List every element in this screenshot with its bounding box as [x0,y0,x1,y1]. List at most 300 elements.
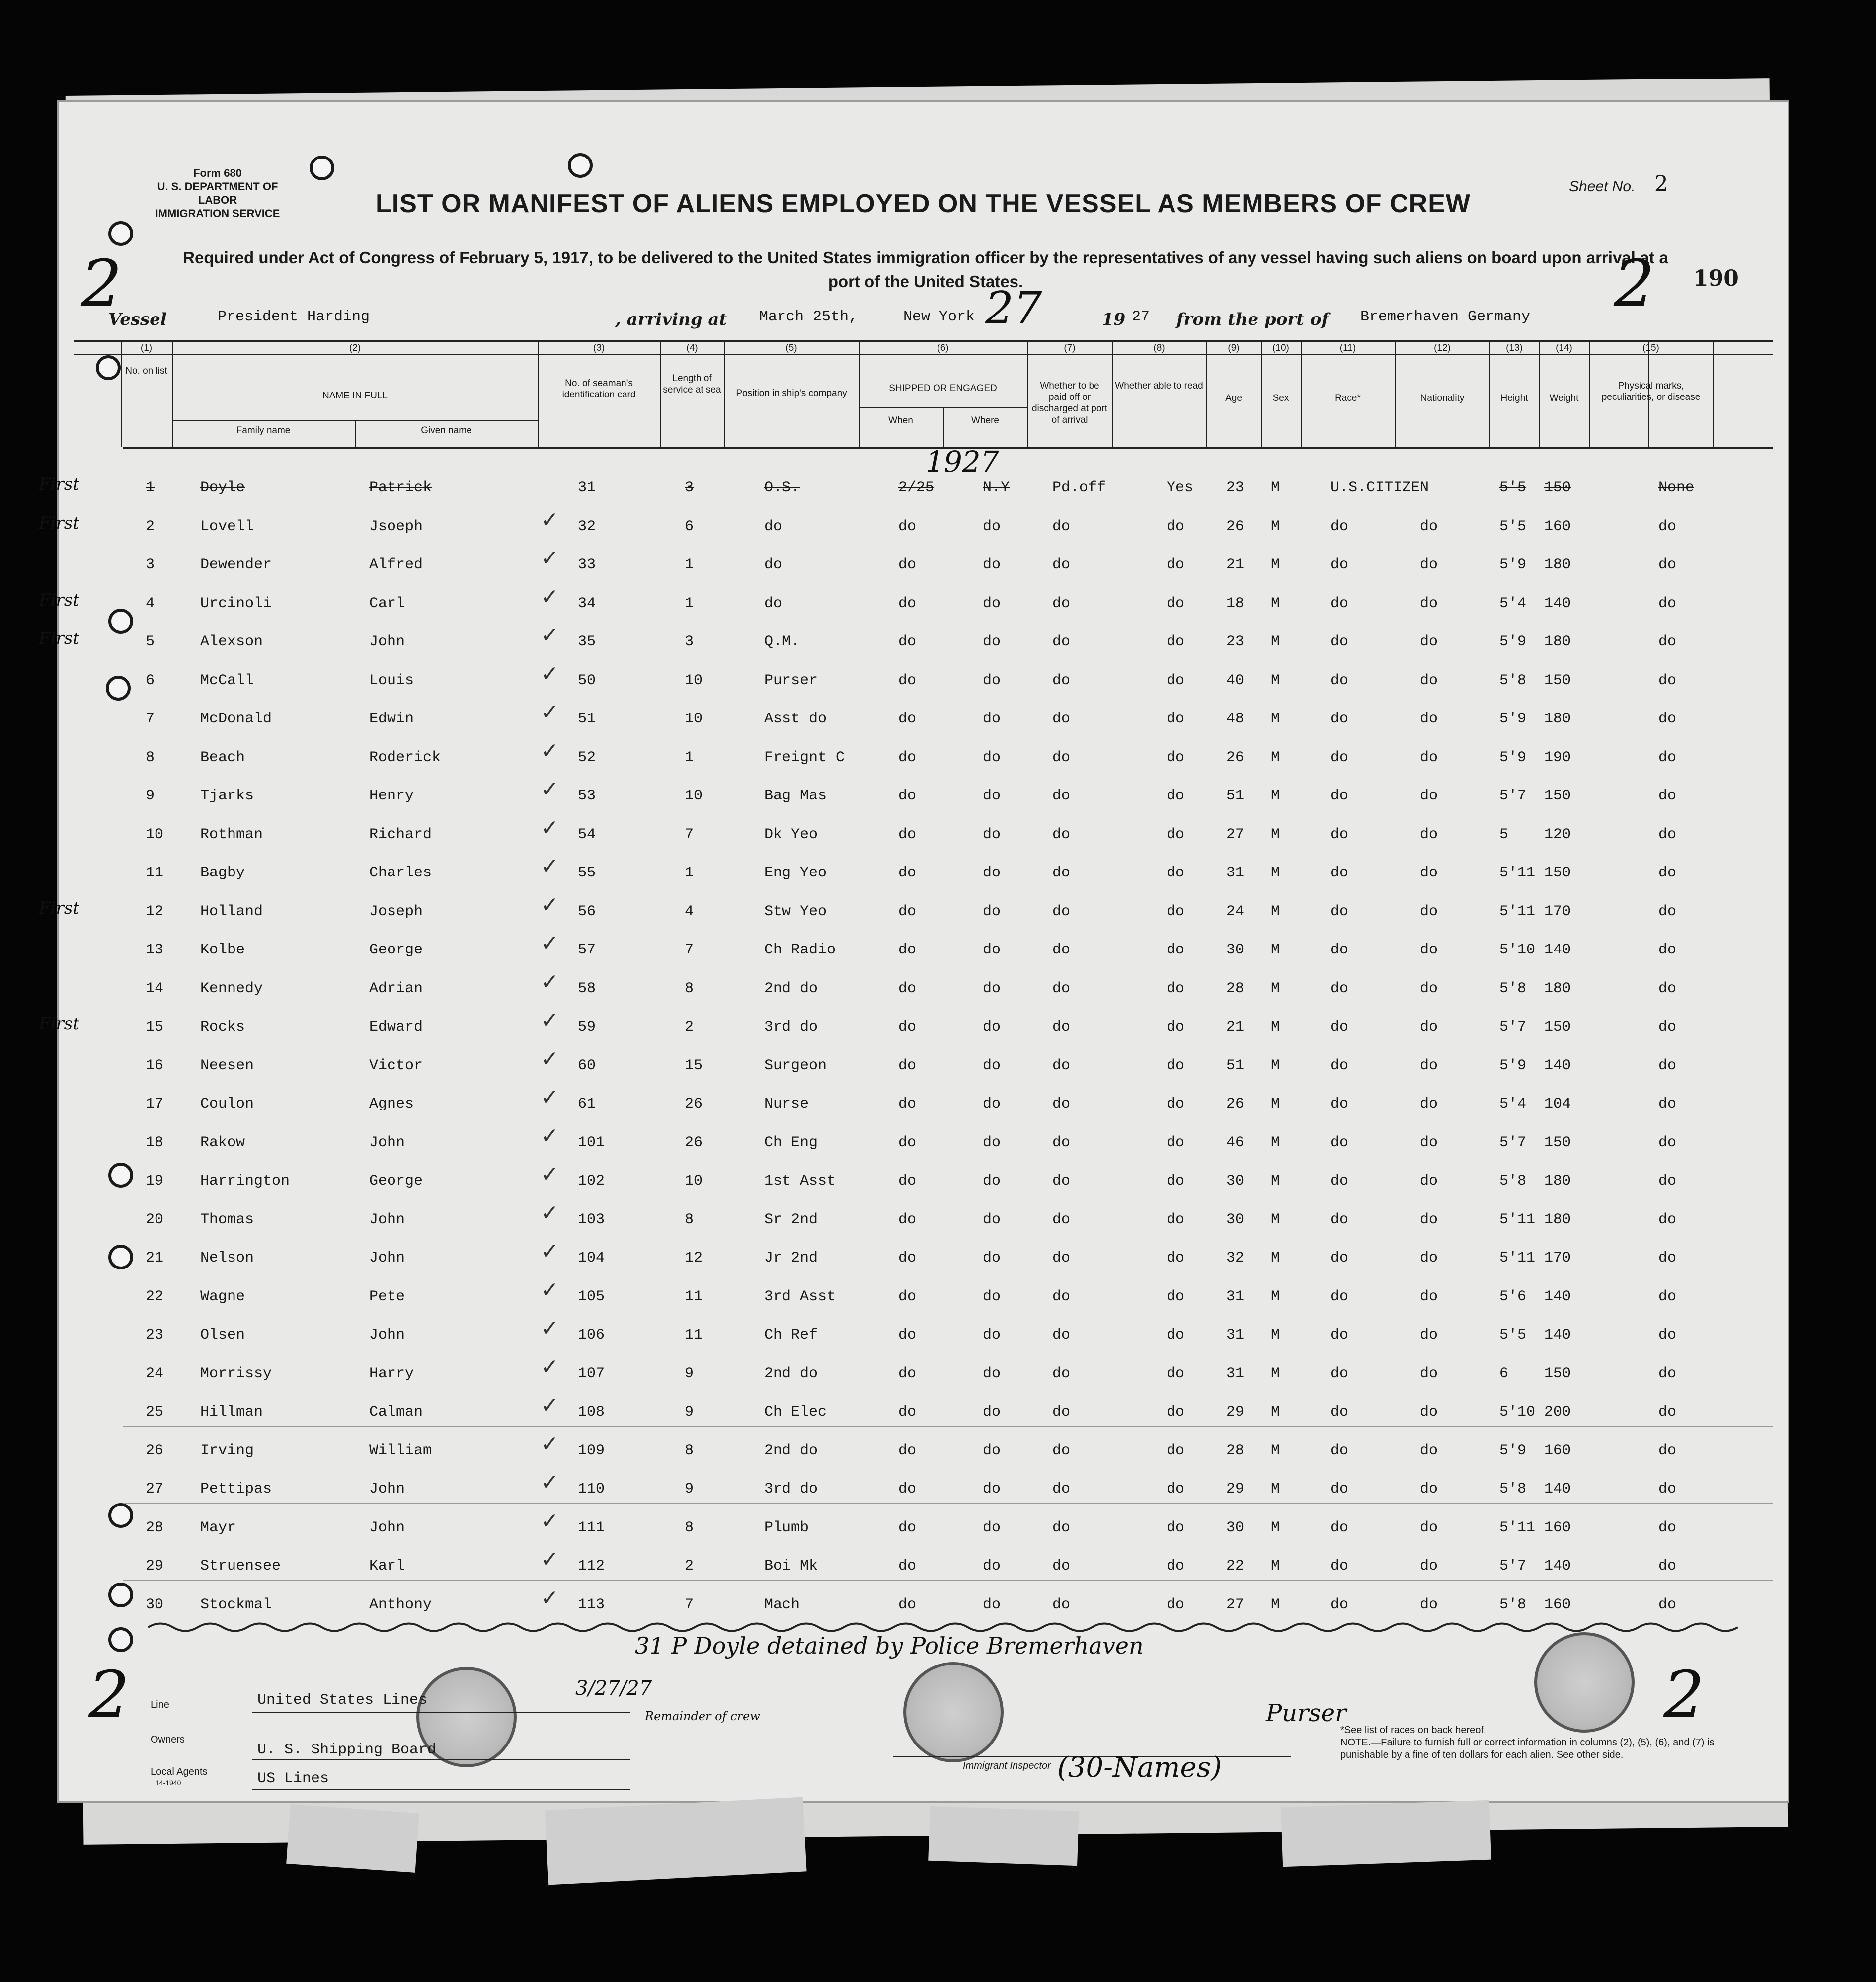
position: do [764,556,782,573]
shipped-when: do [898,788,917,804]
header-number-rule [74,354,1773,355]
arrival-port: New York [903,309,975,325]
check-mark-icon: ✓ [541,931,559,956]
physical-marks: do [1658,1442,1677,1459]
sheet-label: Sheet No. [1569,178,1636,195]
race: do [1330,788,1349,804]
given-name: Victor [369,1057,423,1074]
physical-marks: do [1658,903,1677,920]
race: do [1330,980,1349,997]
service-length: 2 [685,1019,694,1035]
given-name: John [369,1250,405,1267]
shipped-where: do [983,1057,1001,1074]
age: 23 [1226,479,1245,496]
id-card-number: 55 [578,865,596,881]
sex: M [1271,1019,1280,1035]
nationality: do [1420,1096,1438,1112]
paid-off: do [1052,595,1071,612]
weight: 150 [1544,479,1571,496]
shipped-when: do [898,1327,917,1344]
family-name: Rocks [200,1019,245,1035]
able-to-read: do [1167,1057,1185,1074]
service-length: 3 [685,479,694,496]
column-header-c6: SHIPPED OR ENGAGED [889,383,997,394]
able-to-read: do [1167,826,1185,843]
weight: 104 [1544,1096,1571,1112]
id-card-number: 104 [578,1250,605,1267]
check-mark-icon: ✓ [541,1354,559,1380]
physical-marks: do [1658,595,1677,612]
physical-marks: do [1658,1519,1677,1536]
column-divider [1539,340,1540,447]
shipped-where: N.Y [983,479,1010,496]
physical-marks: do [1658,1365,1677,1382]
sex: M [1271,1558,1280,1575]
sheet-value: 2 [1654,171,1668,197]
race: do [1330,1519,1349,1536]
shipped-when: do [898,1596,917,1613]
height: 5'10 [1499,1404,1536,1421]
shipped-where: do [983,1519,1001,1536]
punch-hole [310,156,334,180]
owners-label: Owners [151,1734,185,1745]
column-number: (1) [140,343,153,353]
service-length: 9 [685,1404,694,1421]
column-divider [1206,340,1207,447]
physical-marks: do [1658,1096,1677,1112]
column-divider [121,340,122,447]
sex: M [1271,1327,1280,1344]
check-mark-icon: ✓ [541,623,559,648]
physical-marks: do [1658,1211,1677,1228]
service-length: 7 [685,826,694,843]
column-number: (2) [349,343,361,353]
weight: 140 [1544,1481,1571,1498]
check-mark-icon: ✓ [541,1585,559,1611]
given-name: Roderick [369,749,441,766]
column-number: (5) [785,343,797,353]
service: IMMIGRATION SERVICE [155,207,280,220]
position: do [764,518,782,535]
position: 1st Asst [764,1173,836,1189]
margin-note: First [39,1014,79,1033]
shipped-when: do [898,1134,917,1151]
family-name: Morrissy [200,1365,272,1382]
check-mark-icon: ✓ [541,1085,559,1110]
given-name: Joseph [369,903,423,920]
annotation-doyle-detained: 31 P Doyle detained by Police Bremerhaven [635,1632,1144,1659]
weight: 150 [1544,865,1571,881]
height: 5'8 [1499,980,1527,997]
id-card-number: 112 [578,1558,605,1575]
shipped-where: do [983,595,1001,612]
column-header-c2: NAME IN FULL [322,391,388,401]
list-number: 7 [146,711,155,727]
position: Freignt C [764,749,845,766]
race: do [1330,903,1349,920]
family-name: Coulon [200,1096,254,1112]
age: 24 [1226,903,1245,920]
height: 5'5 [1499,518,1527,535]
id-card-number: 54 [578,826,596,843]
able-to-read: do [1167,942,1185,958]
position: Nurse [764,1096,809,1112]
id-card-number: 111 [578,1519,605,1536]
list-number: 17 [146,1096,164,1112]
shipped-when: do [898,749,917,766]
service-length: 10 [685,711,703,727]
shipped-when: do [898,1057,917,1074]
column-header-c10: Sex [1272,393,1289,403]
sex: M [1271,826,1280,843]
shipped-where: do [983,1096,1001,1112]
sex: M [1271,980,1280,997]
nationality: do [1420,1211,1438,1228]
paid-off: do [1052,865,1071,881]
height: 5'9 [1499,711,1527,727]
nationality: do [1420,1057,1438,1074]
physical-marks: do [1658,980,1677,997]
service-length: 12 [685,1250,703,1267]
family-name: Urcinoli [200,595,272,612]
family-name: Rothman [200,826,263,843]
nationality: do [1420,980,1438,997]
form-code: 14-1940 [156,1779,181,1787]
able-to-read: do [1167,672,1185,689]
sex: M [1271,1211,1280,1228]
race: do [1330,1019,1349,1035]
shipped-where: do [983,1250,1001,1267]
given-name: Agnes [369,1096,414,1112]
column-divider [1395,340,1396,447]
id-card-number: 33 [578,556,596,573]
service-length: 10 [685,788,703,804]
paid-off: do [1052,1019,1071,1035]
table-row [59,969,1788,1019]
shipped-where: do [983,788,1001,804]
service-length: 8 [685,1442,694,1459]
column-header-c9: Age [1225,393,1242,403]
id-card-number: 103 [578,1211,605,1228]
shipped-where: do [983,749,1001,766]
race: do [1330,749,1349,766]
nationality: do [1420,672,1438,689]
sex: M [1271,1173,1280,1189]
given-name: Anthony [369,1596,432,1613]
able-to-read: do [1167,1019,1185,1035]
paid-off: do [1052,1288,1071,1305]
physical-marks: do [1658,1327,1677,1344]
check-mark-icon: ✓ [541,1200,559,1226]
column-number: (15) [1642,343,1659,353]
paid-off: do [1052,711,1071,727]
paid-off: do [1052,1211,1071,1228]
service-length: 10 [685,1173,703,1189]
service-length: 2 [685,1558,694,1575]
age: 40 [1226,672,1245,689]
given-name: Louis [369,672,414,689]
sex: M [1271,595,1280,612]
height: 5'5 [1499,1327,1527,1344]
able-to-read: do [1167,1558,1185,1575]
height: 5'7 [1499,788,1527,804]
position: Eng Yeo [764,865,827,881]
service-length: 7 [685,1596,694,1613]
age: 30 [1226,942,1245,958]
physical-marks: do [1658,1288,1677,1305]
table-row [39,475,1788,518]
race: do [1330,1327,1349,1344]
position: Bag Mas [764,788,827,804]
sex: M [1271,672,1280,689]
age: 26 [1226,1096,1245,1112]
weight: 190 [1544,749,1571,766]
nationality: do [1420,749,1438,766]
able-to-read: do [1167,711,1185,727]
shipped-when: do [898,1404,917,1421]
given-name: John [369,1519,405,1536]
family-name: Olsen [200,1327,245,1344]
service-length: 1 [685,749,694,766]
list-number: 1 [146,479,155,496]
family-name: Nelson [200,1250,254,1267]
list-number: 3 [146,556,155,573]
sex: M [1271,711,1280,727]
shipped-when: do [898,942,917,958]
age: 31 [1226,1327,1245,1344]
paid-off: do [1052,518,1071,535]
weight: 120 [1544,826,1571,843]
family-name: Holland [200,903,263,920]
family-name: Rakow [200,1134,245,1151]
weight: 170 [1544,1250,1571,1267]
given-name: John [369,1134,405,1151]
torn-paper [286,1804,419,1873]
height: 5'11 [1499,1519,1536,1536]
service-length: 9 [685,1481,694,1498]
column-number: (4) [686,343,698,353]
shipped-where: do [983,518,1001,535]
list-number: 4 [146,595,155,612]
id-card-number: 35 [578,634,596,650]
check-mark-icon: ✓ [541,584,559,610]
family-name: Hillman [200,1404,263,1421]
race: do [1330,1288,1349,1305]
check-mark-icon: ✓ [541,1547,559,1572]
weight: 180 [1544,634,1571,650]
service-length: 26 [685,1134,703,1151]
shipped-where: do [983,942,1001,958]
list-number: 24 [146,1365,164,1382]
position: Jr 2nd [764,1250,818,1267]
height: 5'7 [1499,1558,1527,1575]
column-subheader-c6a: When [888,415,913,426]
page-subtitle [98,246,1753,294]
shipped-where: do [983,634,1001,650]
family-name: Beach [200,749,245,766]
sex: M [1271,942,1280,958]
column-subheader-c6b: Where [971,415,999,426]
physical-marks: do [1658,826,1677,843]
list-number: 14 [146,980,164,997]
given-name: Adrian [369,980,423,997]
position: 2nd do [764,1442,818,1459]
nationality: do [1420,1596,1438,1613]
given-name: Carl [369,595,405,612]
weight: 150 [1544,1019,1571,1035]
id-card-number: 53 [578,788,596,804]
id-card-number: 52 [578,749,596,766]
able-to-read: do [1167,980,1185,997]
shipped-when: do [898,826,917,843]
weight: 180 [1544,1211,1571,1228]
list-number: 11 [146,865,164,881]
age: 27 [1226,826,1245,843]
family-name: Kolbe [200,942,245,958]
nationality: do [1420,1250,1438,1267]
nationality: do [1420,1404,1438,1421]
age: 29 [1226,1481,1245,1498]
physical-marks: do [1658,1173,1677,1189]
column-header-c8: Whether able to read [1115,381,1203,391]
id-card-number: 113 [578,1596,605,1613]
age: 21 [1226,556,1245,573]
weight: 160 [1544,1519,1571,1536]
list-number: 25 [146,1404,164,1421]
check-mark-icon: ✓ [541,661,559,687]
consular-stamp [903,1662,1004,1762]
physical-marks: do [1658,634,1677,650]
table-row [59,1277,1788,1327]
race: do [1330,1365,1349,1382]
id-card-number: 31 [578,479,596,496]
punch-hole [96,355,121,380]
table-row [59,1431,1788,1481]
position: Q.M. [764,634,800,650]
family-name: Pettipas [200,1481,272,1498]
line-value: United States Lines [257,1692,428,1709]
table-row [59,1508,1788,1558]
sex: M [1271,1365,1280,1382]
family-name: Harrington [200,1173,290,1189]
check-mark-icon: ✓ [541,1431,559,1457]
able-to-read: do [1167,1327,1185,1344]
given-name: Alfred [369,556,423,573]
column-header-c11: Race* [1335,393,1361,403]
paid-off: do [1052,749,1071,766]
sex: M [1271,634,1280,650]
weight: 140 [1544,942,1571,958]
race: do [1330,672,1349,689]
given-name: Richard [369,826,432,843]
given-name: Edward [369,1019,423,1035]
shipped-when: do [898,595,917,612]
column-divider [1027,340,1028,447]
table-row [39,892,1788,942]
column-header-c7: Whether to be paid off or discharged at port of arrival [1031,381,1108,425]
inspector-label: Immigrant Inspector [963,1760,1051,1771]
paid-off: do [1052,1057,1071,1074]
paid-off: do [1052,903,1071,920]
torn-paper [545,1797,806,1885]
nationality: do [1420,595,1438,612]
punch-hole [568,153,593,178]
column-number: (12) [1434,343,1451,353]
height: 5'11 [1499,865,1536,881]
sex: M [1271,1404,1280,1421]
able-to-read: do [1167,903,1185,920]
arrival-date: March 25th, [759,309,858,325]
physical-marks: None [1658,479,1695,496]
shipped-where: do [983,711,1001,727]
age: 27 [1226,1596,1245,1613]
able-to-read: do [1167,518,1185,535]
shipped-where: do [983,1173,1001,1189]
shipped-where: do [983,1288,1001,1305]
column-divider [1713,340,1714,447]
physical-marks: do [1658,942,1677,958]
paid-off: do [1052,672,1071,689]
table-row [59,1046,1788,1096]
check-mark-icon: ✓ [541,969,559,995]
height: 5'9 [1499,749,1527,766]
id-card-number: 58 [578,980,596,997]
age: 48 [1226,711,1245,727]
weight: 150 [1544,788,1571,804]
torn-paper [928,1806,1079,1866]
shipped-when: do [898,1442,917,1459]
table-row [59,1547,1788,1596]
form-number: Form 680 [193,167,242,179]
age: 18 [1226,595,1245,612]
able-to-read: do [1167,788,1185,804]
id-card-number: 56 [578,903,596,920]
shipped-where: do [983,1481,1001,1498]
consular-stamp [1534,1632,1635,1733]
check-mark-icon: ✓ [541,1239,559,1264]
check-mark-icon: ✓ [541,507,559,533]
paid-off: do [1052,1519,1071,1536]
race: do [1330,595,1349,612]
check-mark-icon: ✓ [541,777,559,802]
shipped-where: do [983,1019,1001,1035]
given-name: William [369,1442,432,1459]
nationality: do [1420,1019,1438,1035]
family-name: Mayr [200,1519,236,1536]
column-divider [538,340,539,447]
age: 31 [1226,1365,1245,1382]
list-number: 26 [146,1442,164,1459]
physical-marks: do [1658,1404,1677,1421]
nationality: do [1420,1365,1438,1382]
service-length: 3 [685,634,694,650]
handwritten-year: 1927 [926,445,999,478]
footnote [1340,1724,1738,1761]
position: Ch Elec [764,1404,827,1421]
table-row [59,700,1788,749]
paid-off: do [1052,1250,1071,1267]
height: 5'5 [1499,479,1527,496]
column-divider [1301,340,1302,447]
table-row [59,1085,1788,1134]
check-mark-icon: ✓ [541,738,559,764]
given-name: Patrick [369,479,432,496]
race: U.S.CITIZEN [1330,479,1429,496]
sex: M [1271,903,1280,920]
sex: M [1271,1481,1280,1498]
shipped-when: do [898,1519,917,1536]
handwritten-sheet-number: 2 [81,246,122,321]
